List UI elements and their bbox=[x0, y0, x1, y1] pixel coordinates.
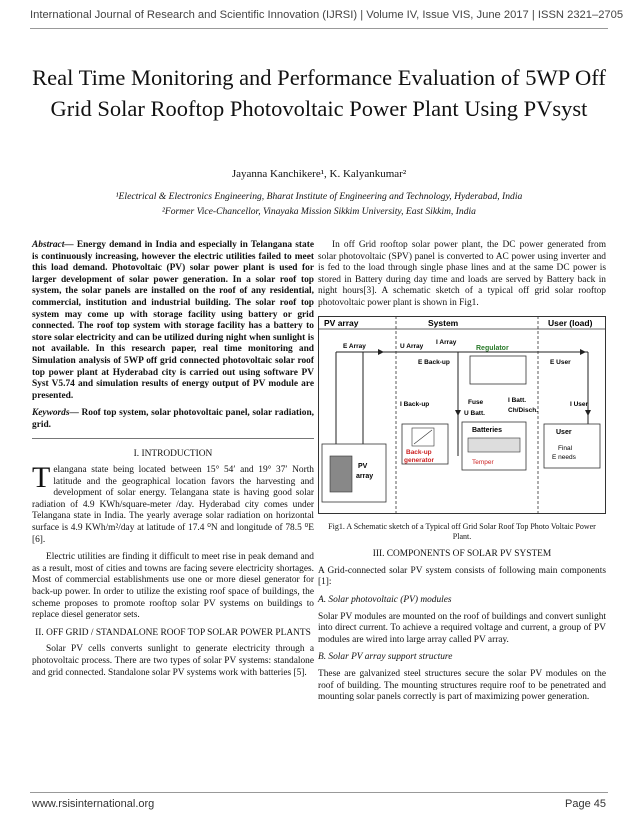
e-backup-label: E Back-up bbox=[418, 358, 450, 366]
fuse-label: Fuse bbox=[468, 398, 484, 406]
paper-title: Real Time Monitoring and Performance Evaluation of 5WP Off Grid Solar Rooftop Photovoltaic Power Plant Using PVsyst bbox=[32, 65, 606, 121]
footer-rule bbox=[30, 792, 608, 793]
affiliation-1: ¹Electrical & Electronics Engineering, Bharat Institute of Engineering and Technology, Hyderabad, India bbox=[115, 191, 523, 202]
paragraph-utilities: Electric utilities are finding it difficult to meet rise in peak demand and as a result, most of cities and towns are facing severe electricity shortages. Most of commercial establishments use one or more diesel generator for back-up power. In order to utilize the existing roof space of buildings, the scheme proposes to promote rooftop solar PV systems on buildings to replace diesel generator sets. bbox=[32, 552, 314, 621]
i-array-label: I Array bbox=[436, 338, 457, 346]
system-header: System bbox=[428, 317, 459, 328]
keywords: Keywords— Roof top system, solar photovoltaic panel, solar radiation, grid. bbox=[32, 408, 314, 430]
u-array-label: U Array bbox=[400, 342, 424, 350]
i-batt-label: I Batt. bbox=[508, 396, 527, 404]
journal-header: International Journal of Research and Scientific Innovation (IJRSI) | Volume IV, Issue VIS, June 2017 | ISSN 2321–2705 bbox=[30, 9, 624, 21]
pv-label: PV bbox=[358, 462, 368, 470]
user-label: User bbox=[556, 428, 572, 436]
paragraph-pv-cells: Solar PV cells converts sunlight to generate electricity through a photovoltaic process. There are two types of solar PV systems: standalone and grid connected. Standalone solar PV systems work with batteries [5]. bbox=[32, 644, 314, 678]
footer-site: www.rsisinternational.org bbox=[32, 798, 155, 810]
drop-cap: T bbox=[32, 461, 51, 495]
paragraph-components: A Grid-connected solar PV system consists of following main components [1]: bbox=[318, 565, 606, 588]
generator-label: generator bbox=[404, 456, 434, 464]
regulator-label: Regulator bbox=[476, 344, 509, 352]
intro-paragraph: Telangana state being located between 15° 54′ and 19° 37′ North latitude and the geographical location favors the harvesting and development of solar energy. Telangana state is having good solar radiation of 4.9 KWh/square-meter /day. Hyderabad city comes under Telangana state in India. The yearly average solar radiation on horizontal surface is 4.9 KWh/m²/day at latitude of 17.4 ⁰N and longitude of 78.5 ⁰E [6]. bbox=[32, 461, 314, 545]
pv-array-header: PV array bbox=[324, 317, 359, 328]
abstract-separator bbox=[32, 438, 314, 439]
left-column bbox=[32, 240, 314, 685]
user-load-header: User (load) bbox=[548, 317, 593, 328]
schematic-figure bbox=[318, 316, 606, 514]
paragraph-pv-modules: Solar PV modules are mounted on the roof of buildings and convert sunlight into direct current. To achieve a required voltage and current, a group of PV modules are wired into large array called PV array. bbox=[318, 611, 606, 645]
affiliation-2: ²Former Vice-Chancellor, Vinayaka Mission Sikkim University, East Sikkim, India bbox=[162, 206, 476, 217]
battery-icon bbox=[468, 438, 520, 452]
section-heading-introduction: I. INTRODUCTION bbox=[133, 448, 213, 459]
footer-page-number: Page 45 bbox=[565, 798, 606, 810]
ch-disch-label: Ch/Disch. bbox=[508, 406, 538, 414]
subheading-support-structure: B. Solar PV array support structure bbox=[318, 652, 453, 663]
right-column bbox=[318, 240, 606, 710]
paragraph-support-structure: These are galvanized steel structures secure the solar PV modules on the roof of building. The mounting structures require roof to be penetrated and mounting solar panels correctly is part of maximizing power generation. bbox=[318, 668, 606, 703]
section-heading-off-grid: II. OFF GRID / STANDALONE ROOF TOP SOLAR POWER PLANTS bbox=[35, 627, 311, 638]
backup-label: Back-up bbox=[406, 448, 432, 456]
figure-caption: Fig1. A Schematic sketch of a Typical off Grid Solar Roof Top Photo Voltaic Power Plant. bbox=[328, 522, 596, 541]
subheading-pv-modules: A. Solar photovoltaic (PV) modules bbox=[318, 594, 452, 605]
section-heading-components: III. COMPONENTS OF SOLAR PV SYSTEM bbox=[372, 549, 552, 560]
i-backup-label: I Back-up bbox=[400, 400, 430, 408]
header-rule bbox=[30, 28, 608, 29]
e-array-label: E Array bbox=[343, 342, 366, 350]
pv-panel-icon bbox=[330, 456, 352, 492]
batteries-label: Batteries bbox=[472, 426, 502, 434]
final-label: Final bbox=[558, 444, 573, 452]
array-label: array bbox=[356, 472, 374, 480]
paper-authors: Jayanna Kanchikere¹, K. Kalyankumar² bbox=[231, 168, 407, 180]
paragraph-off-grid: In off Grid rooftop solar power plant, the DC power generated from solar photovoltaic (SPV) panel is converted to AC power using inverter and is fed to the load through single phase lines and at the same DC power is stored in Battery during day time and loads are served by Battery back in night hours[3]. A schematic sketch of a typical off grid solar rooftop photovoltaic power plant is shown in Fig1. bbox=[318, 240, 606, 308]
u-batt-label: U Batt. bbox=[464, 409, 485, 417]
abstract: Abstract— Energy demand in India and especially in Telangana state is continuously increasing, however the electric utilities failed to meet this load demand. Photovoltaic (PV) solar power plant is used for larger development of solar power generation. In a solar roof top system, the solar panels are installed on the roof of any residential, commercial, institution and industrial building. The solar roof top system may come up with storage facility using battery or grid connected. The roof top system with storage facility has a battery to store solar electricity and can be utilized during night when sunlight is not available. In this research paper, real time monitoring and Simulation analysis of 5WP off grid connected photovoltaic solar roof top power plant at Hyderabad city is carried out using software PV Syst V5.74 and simulation results of energy output of PV module are presented. bbox=[32, 240, 314, 401]
e-needs-label: E needs bbox=[552, 453, 576, 461]
temper-label: Temper bbox=[472, 458, 494, 466]
i-user-label: I User bbox=[570, 400, 589, 408]
e-user-label: E User bbox=[550, 358, 571, 366]
